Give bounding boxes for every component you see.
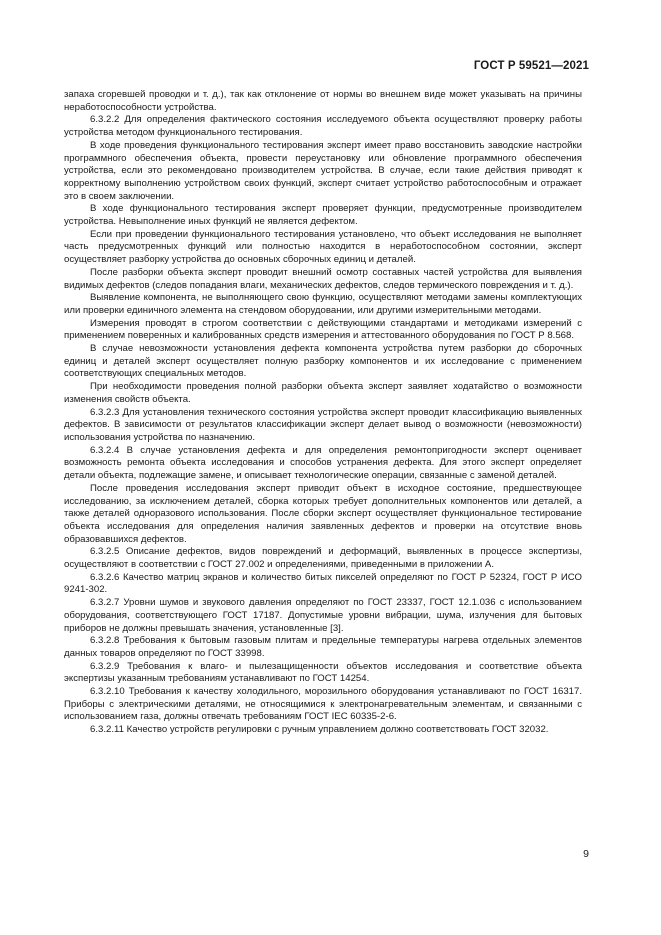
paragraph: 6.3.2.2 Для определения фактического состояния исследуемого объекта осуществляют проверку работы устройства методом функционального тестирования. [64, 114, 582, 139]
paragraph: 6.3.2.6 Качество матриц экранов и количество битых пикселей определяют по ГОСТ Р 52324, ГОСТ Р ИСО 9241-302. [64, 571, 582, 596]
page-number: 9 [583, 848, 589, 860]
document-body [64, 89, 582, 737]
paragraph: 6.3.2.8 Требования к бытовым газовым плитам и предельные температуры нагрева отдельных элементов данных товаров определяют по ГОСТ 33998. [64, 635, 582, 659]
paragraph: Выявление компонента, не выполняющего свою функцию, осуществляют методами замены комплектующих или проверки единичного элемента на стендовом оборудовании, или другими измерительными методами. [64, 292, 582, 316]
paragraph: запаха сгоревшей проводки и т. д.), так как отклонение от нормы во внешнем виде может указывать на причины неработоспособности устройства. [64, 89, 582, 113]
paragraph: 6.3.2.9 Требования к влаго- и пылезащищенности объектов исследования и соответствие объекта экспертизы указанным требованиям устанавливают по ГОСТ 14254. [64, 660, 582, 685]
paragraph: Измерения проводят в строгом соответствии с действующими стандартами и методиками измерений с применением поверенных и калиброванных средств измерения и аттестованного оборудования по ГОСТ Р 8.568. [64, 317, 582, 342]
paragraph: В ходе функционального тестирования эксперт проверяет функции, предусмотренные производителем устройства. Невыполнение иных функций не является дефектом. [64, 203, 582, 228]
paragraph: При необходимости проведения полной разборки объекта эксперт заявляет ходатайство о возможности изменения свойств объекта. [64, 381, 582, 405]
paragraph: Если при проведении функционального тестирования установлено, что объект исследования не выполняет часть предусмотренных функций или полностью находится в неработоспособном состоянии, эксперт осуществляет разборку устройства до основных сборочных единиц и деталей. [64, 228, 582, 266]
paragraph: 6.3.2.7 Уровни шумов и звукового давления определяют по ГОСТ 23337, ГОСТ 12.1.036 с использованием оборудования, соответствующего ГОСТ 17187. Допустимые уровни вибрации, шума, излучения для бытовых приборов не должны превышать значения, установленные [3]. [64, 597, 582, 634]
paragraph: После проведения исследования эксперт приводит объект в исходное состояние, предшествующее исследованию, за исключением деталей, сборка которых требует дополнительных компонентов или деталей, а также деталей одноразового использования. После сборки эксперт осуществляет функциональное тестирование объекта исследования для определения наличия заявленных дефектов и проверки на отсутствие вновь образовавшихся дефектов. [64, 482, 582, 545]
paragraph: 6.3.2.3 Для установления технического состояния устройства эксперт проводит классификацию выявленных дефектов. В зависимости от результатов классификации эксперт делает вывод о возможности (невозможности) использования устройства по назначению. [64, 406, 582, 443]
paragraph: 6.3.2.4 В случае установления дефекта и для определения ремонтопригодности эксперт оценивает возможность ремонта объекта исследования и способов устранения дефекта. Для этого эксперт определяет детали объекта, подлежащие замене, и описывает технологические операции, связанные с заменой деталей. [64, 444, 582, 482]
paragraph: В случае невозможности установления дефекта компонента устройства путем разборки до сборочных единиц и деталей эксперт осуществляет полную разборку компонентов и их исследование с применением соответствующих специальных методов. [64, 343, 582, 380]
paragraph: После разборки объекта эксперт проводит внешний осмотр составных частей устройства для выявления видимых дефектов (следов попадания влаги, механических дефектов, следов термического повреждения и т. д.). [64, 266, 582, 291]
paragraph: 6.3.2.11 Качество устройств регулировки с ручным управлением должно соответствовать ГОСТ 32032. [90, 724, 549, 736]
paragraph: 6.3.2.5 Описание дефектов, видов повреждений и деформаций, выявленных в процессе экспертизы, осуществляют в соответствии с ГОСТ 27.002 и определениями, приведенными в приложении А. [64, 546, 582, 571]
paragraph: В ходе проведения функционального тестирования эксперт имеет право восстановить заводские настройки программного обеспечения объекта, провести переустановку или обновление программного обеспечения устройства, если это рекомендовано производителем устройства. В случае, если такие действия приводят к корректному выполнению устройством своих функций, эксперт считает устройство работоспособным и отражает это в своем заключении. [64, 139, 582, 202]
document-code: ГОСТ Р 59521—2021 [473, 60, 589, 72]
paragraph: 6.3.2.10 Требования к качеству холодильного, морозильного оборудования устанавливают по ГОСТ 16317. Приборы с электрическими деталями, не относящимися к электронагревательным элементам, и связанными с использованием газа, должны отвечать требованиям ГОСТ IEC 60335-2-6. [64, 686, 582, 723]
